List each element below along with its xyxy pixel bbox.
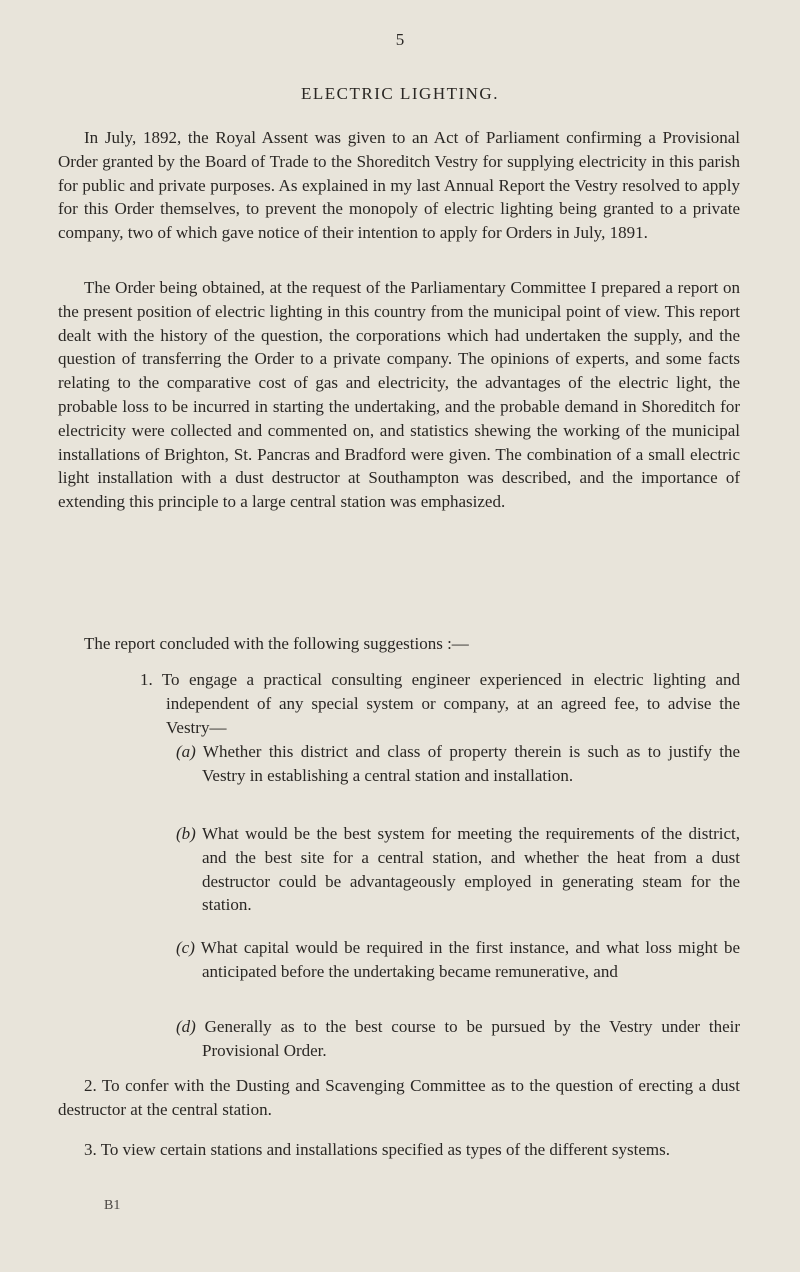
suggestion-item-1 <box>140 668 740 739</box>
item-number: 3. <box>84 1140 97 1159</box>
subitem-d <box>176 1015 740 1063</box>
paragraph-order-report: The Order being obtained, at the request of the Parliamentary Committee I prepared a report on the present position of electric lighting in this country from the municipal point of view. This report dealt with the history of the question, the corporations which had undertaken the supply, and the question of transferring the Order to a private company. The opinions of experts, and some facts relating to the comparative cost of gas and electricity, the advantages of the electric light, the probable loss to be incurred in starting the undertaking, and the probable demand in Shoreditch for electricity were collected and commented on, and statistics shewing the working of the municipal installations of Brighton, St. Pancras and Bradford were given. The combination of a small electric light installation with a dust destructor at Southampton was described, and the importance of extending this principle to a large central station was emphasized. <box>58 278 740 512</box>
section-title: ELECTRIC LIGHTING. <box>301 84 499 103</box>
item-number: 1. <box>140 670 153 689</box>
subitem-label: (c) <box>176 938 195 957</box>
paragraph-suggestions-intro: The report concluded with the following suggestions :— <box>84 634 469 653</box>
subitem-label: (a) <box>176 742 196 761</box>
page-number: 5 <box>395 30 405 49</box>
item-text: To confer with the Dusting and Scavenging Committee as to the question of erecting a dust destructor at the central station. <box>58 1076 740 1119</box>
subitem-text: What capital would be required in the first instance, and what loss might be anticipated before the undertaking became remunerative, and <box>200 938 740 981</box>
item-text: To view certain stations and installations specified as types of the different systems. <box>100 1140 670 1159</box>
subitem-a <box>176 740 740 788</box>
paragraph-royal-assent: In July, 1892, the Royal Assent was given to an Act of Parliament confirming a Provisional Order granted by the Board of Trade to the Shoreditch Vestry for supplying electricity in this parish for public and private purposes. As explained in my last Annual Report the Vestry resolved to apply for this Order themselves, to prevent the monopoly of electric lighting being granted to a private company, two of which gave notice of their intention to apply for Orders in July, 1891. <box>58 128 740 243</box>
subitem-text: Generally as to the best course to be pursued by the Vestry under their Provisional Order. <box>202 1017 741 1060</box>
subitem-label: (d) <box>176 1017 196 1036</box>
signature-mark: B1 <box>104 1198 121 1213</box>
item-text: To engage a practical consulting engineer experienced in electric lighting and independent of any special system or company, at an agreed fee, to advise the Vestry— <box>161 670 740 737</box>
subitem-label: (b) <box>176 824 196 843</box>
subitem-c <box>176 936 740 984</box>
subitem-b <box>176 822 740 917</box>
suggestion-item-3 <box>58 1138 740 1162</box>
subitem-text: Whether this district and class of property therein is such as to justify the Vestry in establishing a central station and installation. <box>202 742 740 785</box>
subitem-text: What would be the best system for meeting the requirements of the district, and the best site for a central station, and whether the heat from a dust destructor could be advantageously employed in generating steam for the station. <box>201 824 740 915</box>
item-number: 2. <box>84 1076 97 1095</box>
suggestion-item-2 <box>58 1074 740 1122</box>
